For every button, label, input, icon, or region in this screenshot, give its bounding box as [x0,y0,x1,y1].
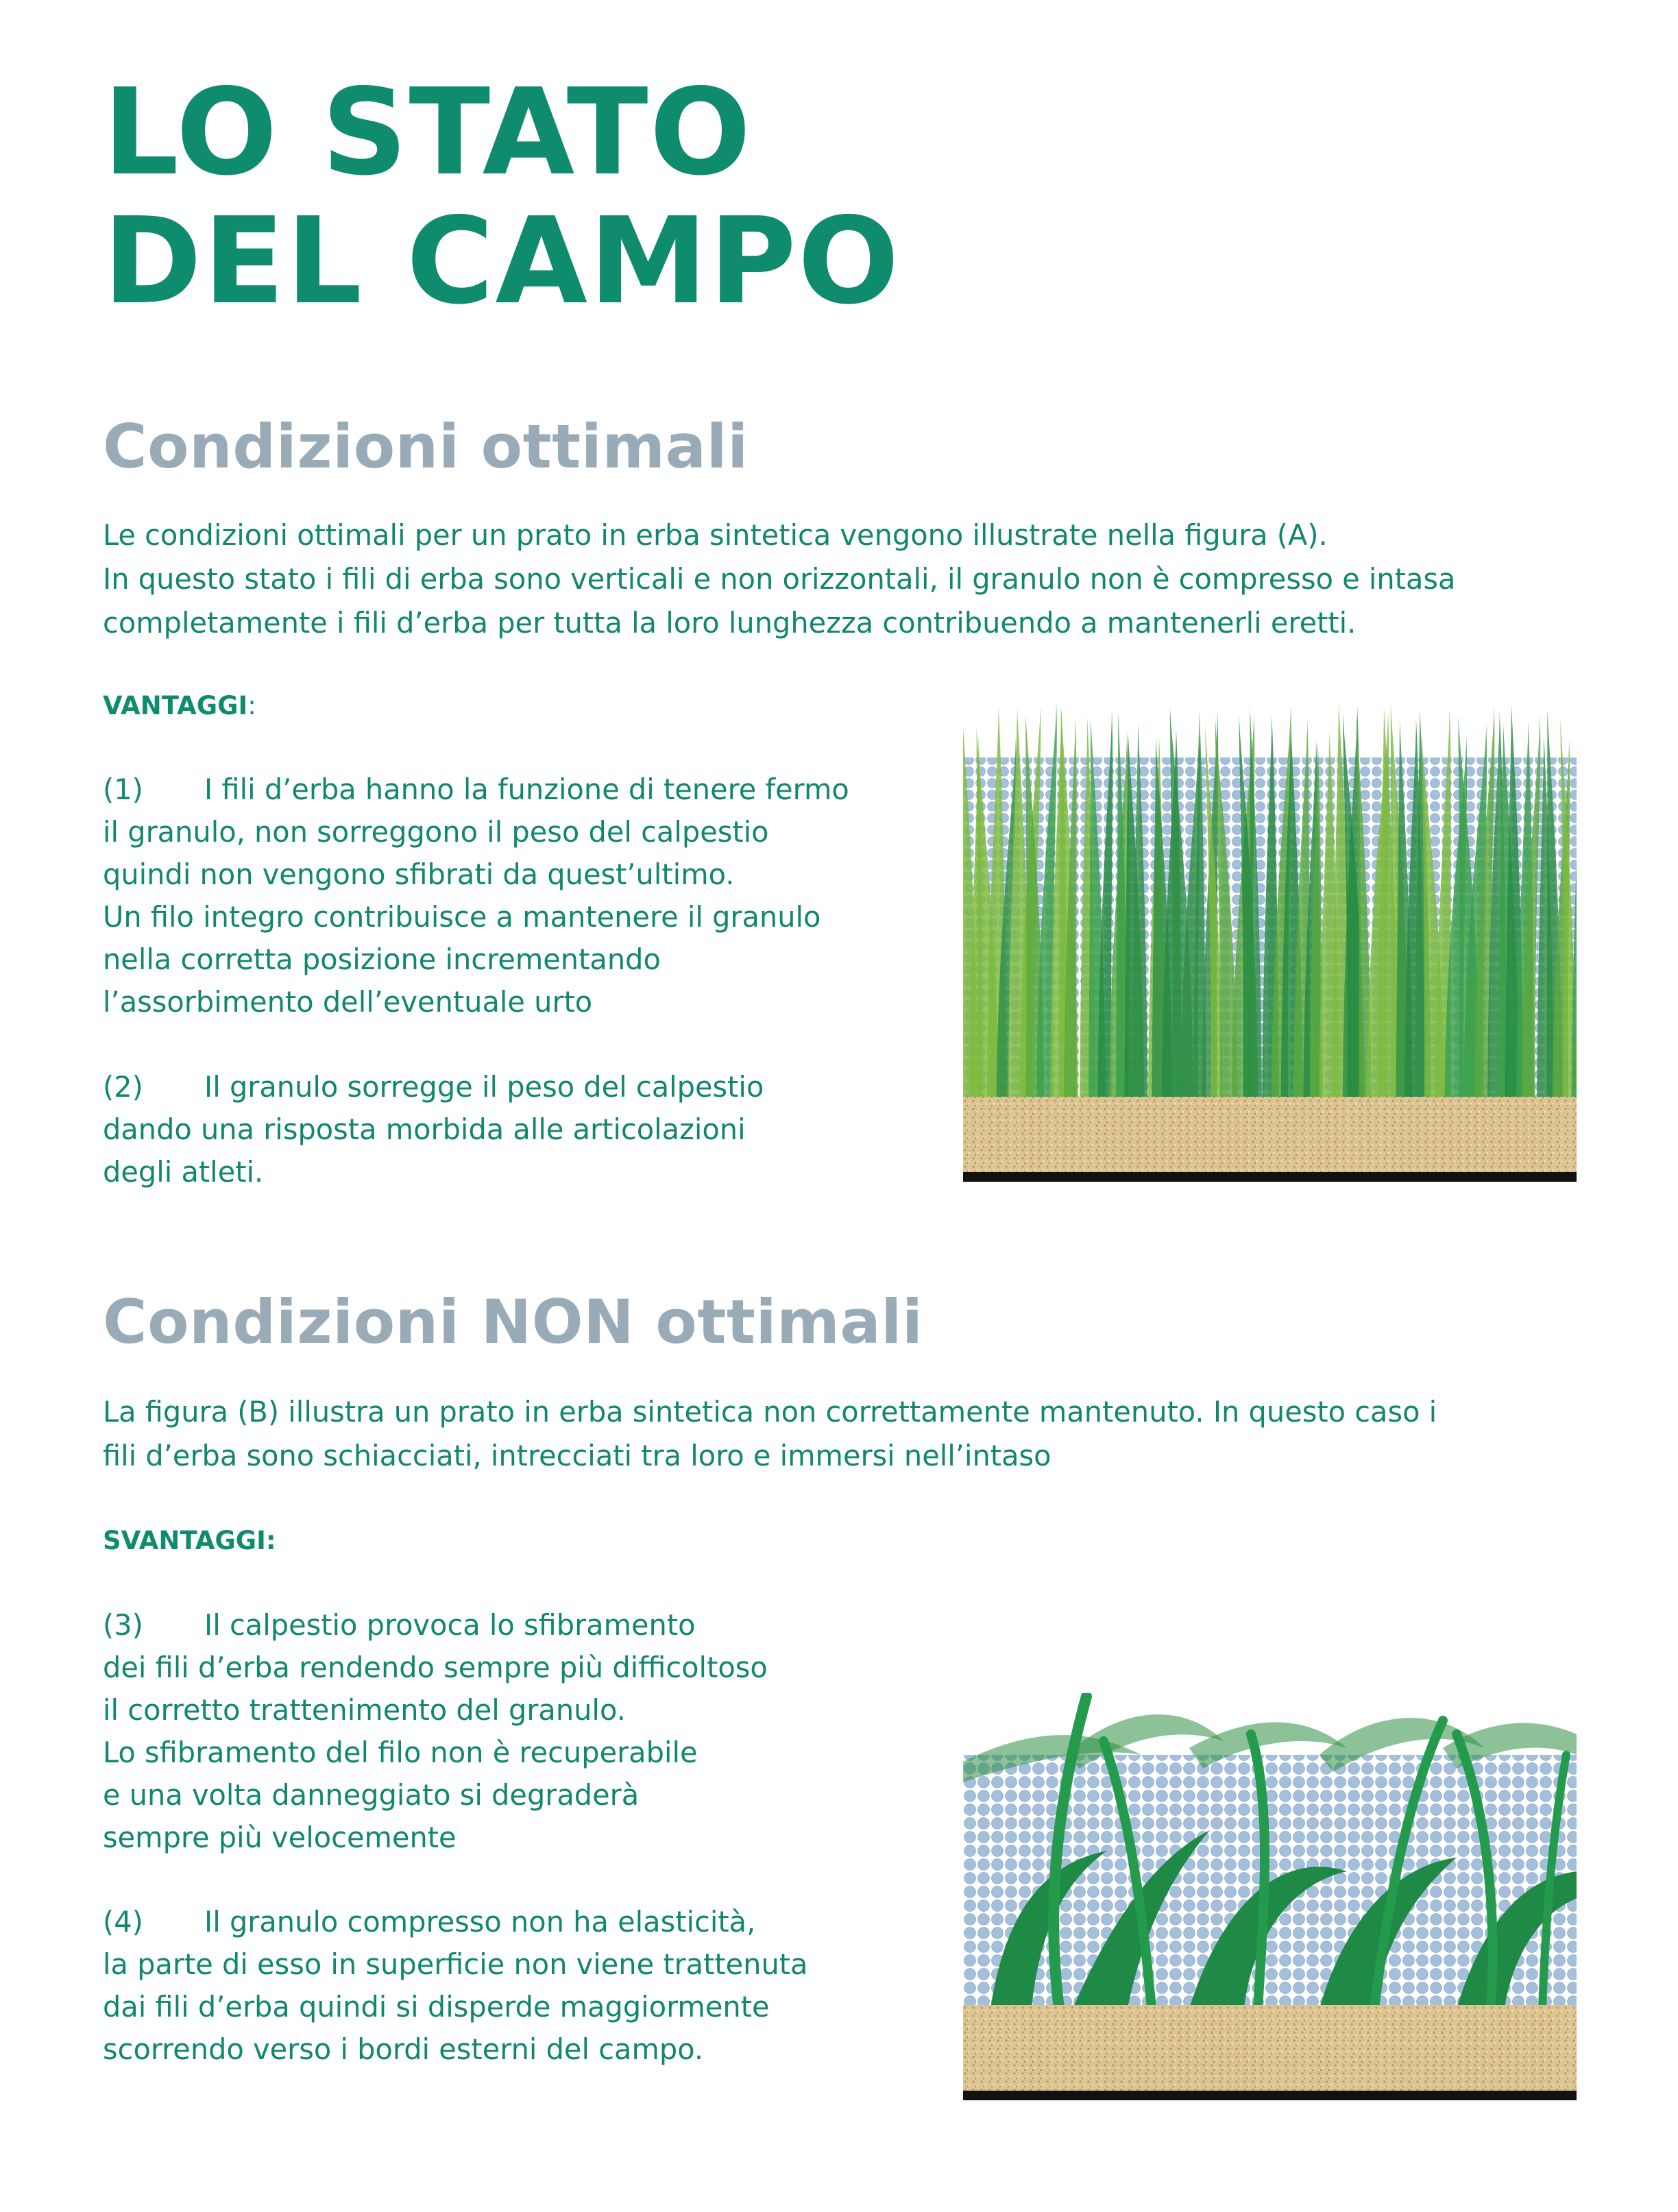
optimal-heading: Condizioni ottimali [103,411,749,482]
optimal-intro-line: completamente i fili d’erba per tutta la loro lunghezza contribuendo a mantenerli eretti. [103,606,1357,640]
sand-layer [963,1097,1577,1172]
item-line: dai fili d’erba quindi si disperde maggiormente [103,1990,770,2023]
item-number: (1) [103,773,143,806]
non-optimal-heading: Condizioni NON ottimali [103,1287,923,1357]
non-optimal-intro-line: fili d’erba sono schiacciati, intrecciati tra loro e immersi nell’intaso [103,1439,1051,1472]
item-line: il corretto trattenimento del granulo. [103,1693,626,1727]
item-line: l’assorbimento dell’eventuale urto [103,985,593,1019]
item-number: (2) [103,1070,143,1104]
sand-layer [963,2005,1577,2091]
non-optimal-intro [103,1390,1437,1478]
disadvantage-item-4 [103,1901,807,2071]
optimal-intro-line: In questo stato i fili di erba sono verticali e non orizzontali, il granulo non è compresso e intasa [103,562,1456,596]
optimal-intro [103,513,1455,645]
item-line: dei fili d’erba rendendo sempre più difficoltoso [103,1651,768,1684]
item-line: Un filo integro contribuisce a mantenere il granulo [103,900,821,934]
base-layer [963,2091,1577,2100]
item-line: I fili d’erba hanno la funzione di tenere fermo [204,773,849,806]
item-line: sempre più velocemente [103,1821,457,1854]
non-optimal-intro-line: La figura (B) illustra un prato in erba sintetica non correttamente mantenuto. In questo caso i [103,1395,1437,1429]
advantage-item-1 [103,768,849,1023]
item-line: degli atleti. [103,1155,264,1189]
advantage-item-2 [103,1066,764,1193]
page-title-line-2: DEL CAMPO [103,192,901,331]
item-line: quindi non vengono sfibrati da quest’ultimo. [103,858,735,891]
item-number: (3) [103,1608,143,1642]
advantages-label-colon: : [247,691,256,720]
item-line: il granulo, non sorreggono il peso del calpestio [103,815,769,849]
optimal-intro-line: Le condizioni ottimali per un prato in erba sintetica vengono illustrate nella figura (A). [103,518,1328,552]
advantages-label [103,691,256,720]
item-line: la parte di esso in superficie non viene trattenuta [103,1947,808,1981]
item-line: e una volta danneggiato si degraderà [103,1778,640,1812]
item-line: Lo sfibramento del filo non è recuperabile [103,1736,698,1769]
figure-b-damaged-turf [963,1693,1577,2101]
page-title [103,63,901,331]
advantages-label-text: VANTAGGI [103,691,248,720]
item-line: scorrendo verso i bordi esterni del campo. [103,2032,704,2066]
disadvantages-label: SVANTAGGI: [103,1526,276,1555]
item-line: dando una risposta morbida alle articolazioni [103,1113,746,1146]
item-line: Il granulo sorregge il peso del calpestio [204,1070,764,1104]
disadvantage-item-3 [103,1604,768,1859]
item-number: (4) [103,1905,143,1938]
item-line: nella corretta posizione incrementando [103,943,661,976]
figure-a-healthy-turf [963,696,1577,1182]
item-line: Il calpestio provoca lo sfibramento [204,1608,696,1642]
base-layer [963,1172,1577,1182]
item-line: Il granulo compresso non ha elasticità, [204,1905,756,1938]
page-title-line-1: LO STATO [103,63,753,202]
